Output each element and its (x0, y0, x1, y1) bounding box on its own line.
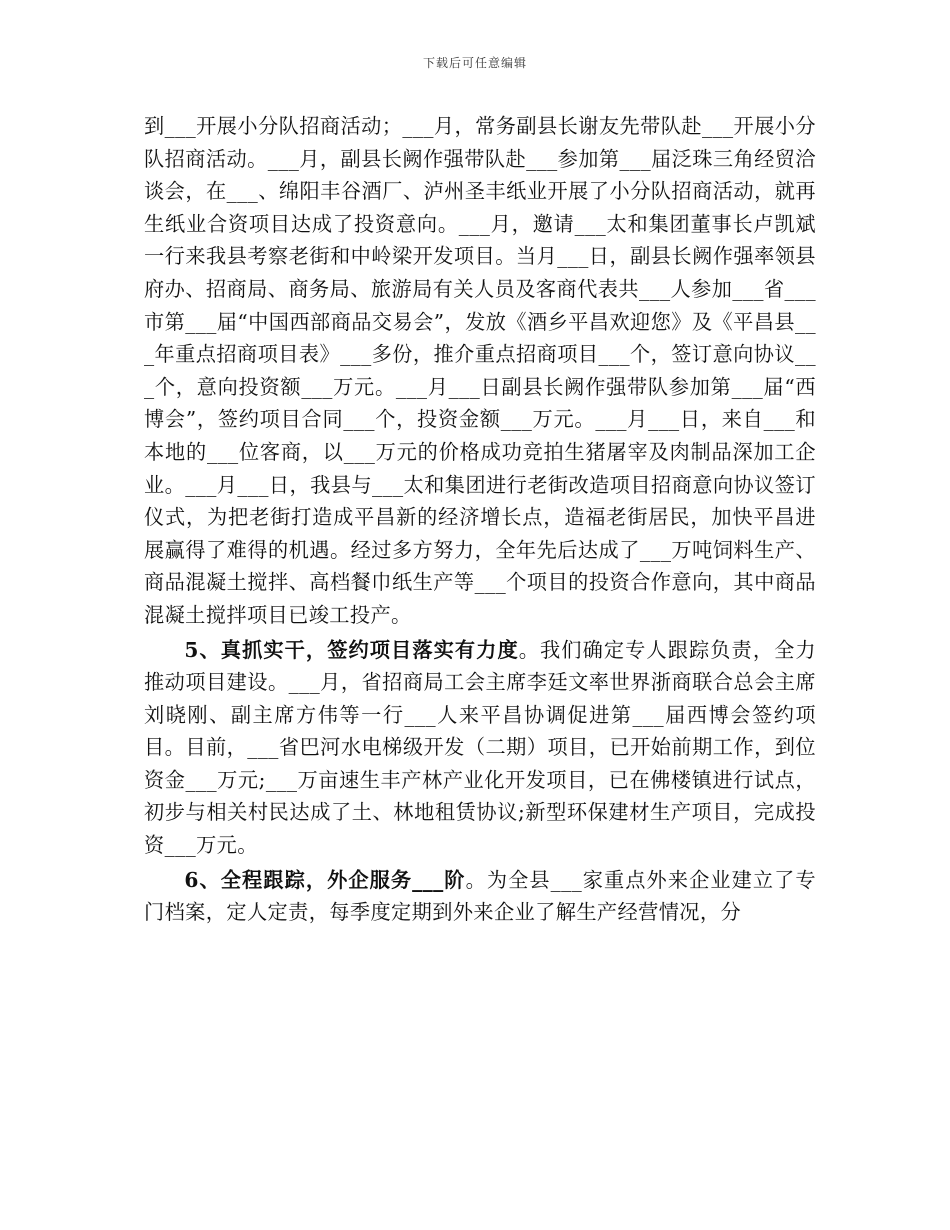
paragraph-section-5 (144, 634, 816, 862)
section-heading-6: 6、全程跟踪，外企服务___阶 (184, 867, 466, 892)
paragraph-text: 到___开展小分队招商活动；___月，常务副县长谢友先带队赴___开展小分队招商活动。___月，副县长阙作强带队赴___参加第___届泛珠三角经贸洽谈会，在___、绵阳丰谷酒厂、泸州圣丰纸业开展了小分队招商活动，就再生纸业合资项目达成了投资意向。___月，邀请___太和集团董事长卢凯斌一行来我县考察老街和中岭梁开发项目。当月___日，副县长阙作强率领县府办、招商局、商务局、旅游局有关人员及客商代表共___人参加___省___市第___届“中国西部商品交易会”，发放《酒乡平昌欢迎您》及《平昌县___年重点招商项目表》___多份，推介重点招商项目___个，签订意向协议___个，意向投资额___万元。___月___日副县长阙作强带队参加第___届“西博会”，签约项目合同___个，投资金额___万元。___月___日，来自___和本地的___位客商，以___万元的价格成功竞拍生猪屠宰及肉制品深加工企业。___月___日，我县与___太和集团进行老街改造项目招商意向协议签订仪式，为把老街打造成平昌新的经济增长点，造福老街居民，加快平昌进展赢得了难得的机遇。经过多方努力，全年先后达成了___万吨饲料生产、商品混凝土搅拌、高档餐巾纸生产等___个项目的投资合作意向，其中商品混凝土搅拌项目已竣工投产。 (144, 114, 816, 627)
paragraph-section-6 (144, 864, 816, 929)
page-header-note: 下载后可任意编辑 (422, 56, 527, 70)
paragraph-continuation (144, 110, 816, 632)
paragraph-text: 。我们确定专人跟踪负责，全力推动项目建设。___月，省招商局工会主席李廷文率世界浙商联合总会主席刘晓刚、副主席方伟等一行___人来平昌协调促进第___届西博会签约项目。目前，___省巴河水电梯级开发（二期）项目，已开始前期工作，到位资金___万元;___万亩速生丰产林产业化开发项目，已在佛楼镇进行试点，初步与相关村民达成了土、林地租赁协议;新型环保建材生产项目，完成投资___万元。 (144, 637, 816, 858)
document-body (144, 110, 816, 929)
paragraph-text: 。为全县___家重点外来企业建立了专门档案，定人定责，每季度定期到外来企业了解生产经营情况，分 (144, 867, 816, 925)
section-heading-5: 5、真抓实干，签约项目落实有力度 (184, 637, 519, 662)
